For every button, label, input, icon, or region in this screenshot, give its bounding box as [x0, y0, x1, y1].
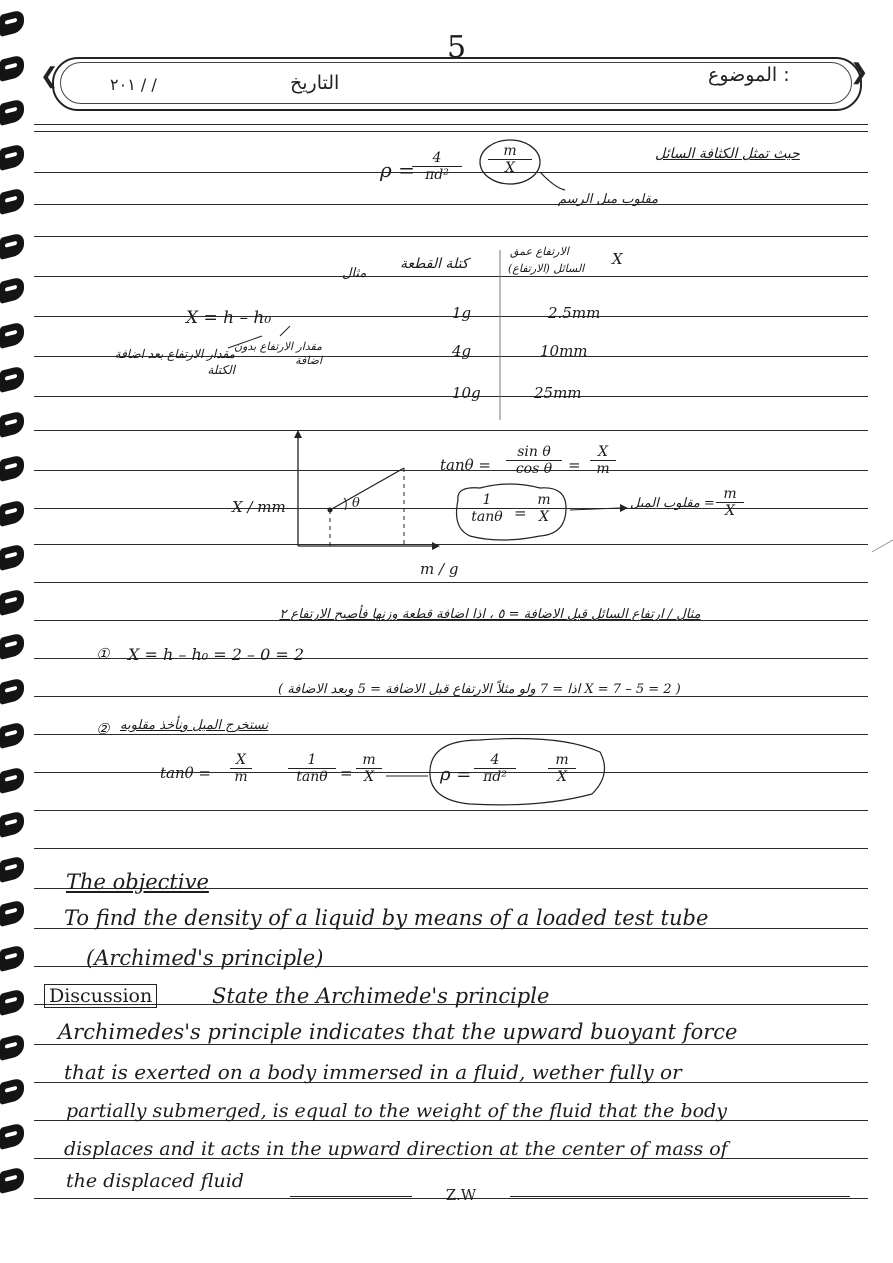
step-2-tan-den: tanθ [296, 769, 328, 785]
tan-cos: cos θ [515, 461, 553, 477]
note-height-before: مقدار الارتفاع بدون اضافة [234, 340, 322, 367]
objective-line-1: To find the density of a liquid by means of a loaded test tube [64, 906, 709, 930]
note-height-after: مقدار الارتفاع بعد اضافة الكتلة [114, 347, 235, 377]
step-2-m3: m [548, 752, 576, 769]
inv-x: X [539, 509, 549, 525]
equals-sign-3: = [340, 764, 353, 782]
date-value: ٢٠١ / / [110, 75, 157, 94]
tan-x: X [590, 444, 616, 461]
graph-y-arrow-icon [294, 430, 302, 438]
step-1-note: ( X = 7 – 5 = 2 اذا = 7 ولو مثلاً الارتفاع قبل الاضافة = 5 وبعد الاضافة ) [278, 682, 681, 697]
step-2-x: X [230, 752, 252, 769]
density-note: حيث تمثل الكثافة السائل [655, 146, 800, 162]
row-3-mass: 10g [452, 384, 481, 402]
slope-note: مقلوب ميل الرسم [558, 192, 659, 207]
fraction-denominator: πd² [425, 167, 449, 183]
formula-arrow [540, 172, 565, 190]
ratio-numerator: m [488, 143, 532, 160]
signature-text: Z.W [445, 1186, 477, 1204]
graph-angle-arc [344, 498, 346, 510]
step-2-m2: m [356, 752, 382, 769]
paragraph-line-3: partially submerged, is equal to the weight of the fluid that the body [66, 1100, 727, 1122]
final-formula-circle [430, 739, 605, 805]
x-equation: X = h – h₀ [186, 308, 272, 328]
row-1-mass: 1g [452, 304, 472, 322]
row-2-mass: 4g [452, 342, 472, 360]
ratio-denominator: X [505, 160, 515, 176]
step-2-number: ② [96, 720, 110, 738]
right-ornament-icon: ❯ [850, 60, 869, 85]
step-2-rho: ρ = [440, 764, 472, 785]
step-1-number: ① [96, 645, 110, 663]
inverse-arrow-head-icon [620, 504, 628, 512]
left-ornament-icon: ❮ [40, 64, 59, 89]
graph-x-label: m / g [420, 560, 459, 578]
paragraph-line-2: that is exerted on a body immersed in a fluid, wether fully or [64, 1060, 682, 1084]
inv-note-x: X [725, 503, 735, 519]
x-column-header-1: الارتفاع عمق [510, 245, 569, 258]
row-2-x: 10mm [540, 342, 588, 360]
inverse-arrow [570, 508, 620, 510]
step-2-x2: X [364, 769, 374, 785]
step-2-m: m [234, 769, 248, 785]
inverse-circle [457, 484, 567, 540]
graph-y-label: X / mm [232, 498, 286, 516]
fraction-numerator: 4 [412, 150, 462, 167]
step-2-tan-lhs: tanθ = [160, 764, 211, 782]
paragraph-line-4: displaces and it acts in the upward direction at the center of mass of [64, 1138, 728, 1160]
step-2-note: نستخرج الميل ونأخذ مقلوبه [120, 718, 269, 733]
inv-tan: tanθ [471, 509, 503, 525]
step-2-one: 1 [288, 752, 336, 769]
subject-label: الموضوع : [708, 64, 790, 86]
paragraph-line-1: Archimedes's principle indicates that the upward buoyant force [58, 1020, 738, 1044]
step-2-4: 4 [474, 752, 516, 769]
formula-circle [480, 140, 540, 184]
equals-sign-1: = [568, 456, 581, 474]
step-2-pid: πd² [483, 769, 507, 785]
inv-m: m [530, 492, 558, 509]
note-arrow-1 [228, 336, 262, 348]
graph-theta: θ [352, 496, 360, 511]
graph-x-arrow-icon [432, 542, 440, 550]
objective-line-2: (Archimed's principle) [86, 946, 324, 970]
mass-column-header: كتلة القطعة [400, 256, 469, 272]
tan-sin: sin θ [506, 444, 562, 461]
discussion-label: Discussion [44, 984, 157, 1008]
objective-title: The objective [66, 870, 209, 894]
x-column-symbol: X [612, 250, 623, 268]
example-text: مثال / ارتفاع السائل قبل الاضافة = ٥ ، اذا اضافة قطعة وزنها فأصبح الارتفاع ٢ [279, 607, 701, 622]
paragraph-line-5: the displaced fluid [66, 1170, 244, 1192]
tan-lhs: tanθ = [440, 456, 491, 474]
note-arrow-2 [280, 326, 290, 336]
row-1-x: 2.5mm [548, 304, 601, 322]
page-fold [872, 540, 893, 552]
density-formula-lhs: ρ = [380, 158, 415, 182]
date-label: التاريخ [290, 72, 340, 94]
x-column-header-2: السائل (الارتفاع) [508, 262, 585, 275]
page-number: 5 [447, 30, 467, 65]
tan-m: m [596, 461, 610, 477]
inv-note-m: m [716, 486, 744, 503]
example-header: مثال [342, 266, 367, 281]
inv-one: 1 [462, 492, 512, 509]
inverse-slope-note: = مقلوب الميل [630, 496, 715, 511]
equals-sign-2: = [514, 504, 527, 522]
step-2-x3: X [557, 769, 567, 785]
discussion-question: State the Archimede's principle [212, 984, 550, 1008]
step-1-equation: X = h – h₀ = 2 – 0 = 2 [128, 645, 305, 664]
row-3-x: 25mm [534, 384, 582, 402]
graph-slope-line [330, 468, 404, 510]
